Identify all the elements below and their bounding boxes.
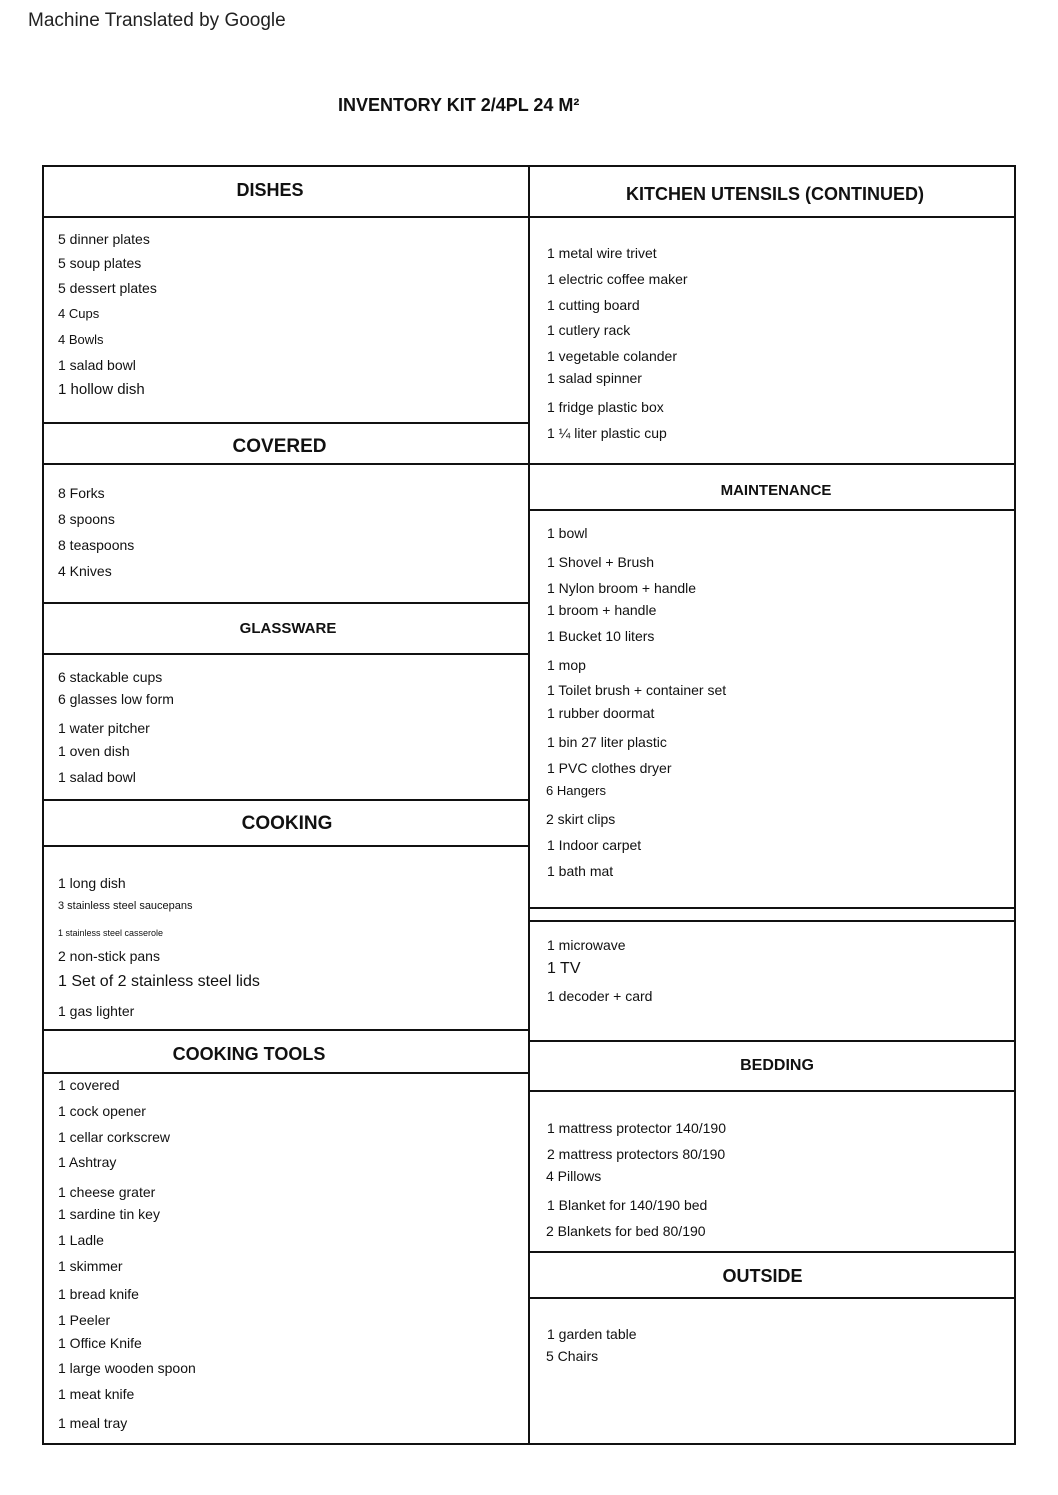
list-item: 1 meal tray [58, 1415, 128, 1431]
list-item: 1 garden table [547, 1326, 637, 1342]
list-item: 1 stainless steel casserole [58, 928, 164, 938]
list-item: 1 ¼ liter plastic cup [547, 425, 667, 441]
list-item: 1 decoder + card [547, 988, 653, 1004]
outside-heading: OUTSIDE [722, 1266, 803, 1286]
divider [42, 422, 529, 424]
list-item: 4 Cups [58, 306, 100, 321]
divider [42, 463, 529, 465]
divider [42, 845, 529, 847]
list-item: 1 rubber doormat [547, 705, 655, 721]
list-item: 1 sardine tin key [58, 1206, 160, 1222]
translation-watermark: Machine Translated by Google [28, 10, 286, 31]
list-item: 1 cheese grater [58, 1184, 156, 1200]
divider [529, 1090, 1016, 1092]
list-item: 6 glasses low form [58, 691, 174, 707]
list-item: 1 salad spinner [547, 370, 642, 386]
list-item: 2 Blankets for bed 80/190 [546, 1223, 706, 1239]
list-item: 5 soup plates [58, 255, 142, 271]
divider [42, 653, 529, 655]
list-item: 1 Shovel + Brush [547, 554, 655, 570]
list-item: 1 water pitcher [58, 720, 150, 736]
list-item: 5 Chairs [546, 1348, 599, 1364]
list-item: 8 Forks [58, 485, 105, 501]
list-item: 1 fridge plastic box [547, 399, 664, 415]
document-title: INVENTORY KIT 2/4PL 24 M² [338, 95, 580, 115]
divider [529, 907, 1016, 909]
list-item: 1 vegetable colander [547, 348, 677, 364]
list-item: 1 covered [58, 1077, 120, 1093]
list-item: 1 bowl [547, 525, 588, 541]
covered-heading: COVERED [232, 436, 327, 457]
divider [42, 216, 529, 218]
list-item: 1 Indoor carpet [547, 837, 642, 853]
list-item: 1 electric coffee maker [547, 271, 688, 287]
list-item: 2 skirt clips [546, 811, 616, 827]
list-item: 1 Ashtray [58, 1154, 117, 1170]
list-item: 1 long dish [58, 875, 126, 891]
list-item: 1 skimmer [58, 1258, 123, 1274]
list-item: 1 bath mat [547, 863, 614, 879]
column-divider [528, 165, 530, 1445]
list-item: 3 stainless steel saucepans [58, 900, 193, 912]
list-item: 1 bin 27 liter plastic [547, 734, 667, 750]
divider [529, 463, 1016, 465]
divider [529, 216, 1016, 218]
divider [42, 799, 529, 801]
divider [529, 509, 1016, 511]
divider [42, 1029, 529, 1031]
divider [529, 1251, 1016, 1253]
bedding-heading: BEDDING [740, 1057, 814, 1074]
list-item: 1 mop [547, 657, 586, 673]
list-item: 1 hollow dish [58, 381, 145, 398]
list-item: 1 mattress protector 140/190 [547, 1120, 726, 1136]
list-item: 1 Blanket for 140/190 bed [547, 1197, 708, 1213]
list-item: 1 Set of 2 stainless steel lids [58, 973, 260, 990]
list-item: 1 bread knife [58, 1286, 139, 1302]
list-item: 1 gas lighter [58, 1003, 135, 1019]
list-item: 6 Hangers [546, 783, 606, 798]
list-item: 1 salad bowl [58, 769, 136, 785]
list-item: 1 Bucket 10 liters [547, 628, 655, 644]
list-item: 4 Bowls [58, 332, 104, 347]
list-item: 1 Toilet brush + container set [547, 682, 727, 698]
list-item: 8 teaspoons [58, 537, 135, 553]
list-item: 4 Pillows [546, 1168, 602, 1184]
divider [529, 1297, 1016, 1299]
list-item: 1 PVC clothes dryer [547, 760, 672, 776]
list-item: 2 non-stick pans [58, 948, 160, 964]
list-item: 5 dinner plates [58, 231, 150, 247]
dishes-heading: DISHES [236, 180, 304, 200]
kitchen-utensils-heading: KITCHEN UTENSILS (CONTINUED) [626, 184, 924, 204]
list-item: 1 salad bowl [58, 357, 136, 373]
divider [529, 1040, 1016, 1042]
glassware-heading: GLASSWARE [239, 620, 337, 637]
divider [42, 1072, 529, 1074]
list-item: 1 cutting board [547, 297, 640, 313]
list-item: 1 TV [547, 960, 581, 977]
list-item: 1 broom + handle [547, 602, 657, 618]
list-item: 6 stackable cups [58, 669, 163, 685]
list-item: 1 Nylon broom + handle [547, 580, 697, 596]
list-item: 1 metal wire trivet [547, 245, 657, 261]
list-item: 4 Knives [58, 563, 112, 579]
divider [42, 602, 529, 604]
list-item: 1 cutlery rack [547, 322, 631, 338]
list-item: 1 large wooden spoon [58, 1360, 196, 1376]
list-item: 1 Peeler [58, 1312, 111, 1328]
list-item: 8 spoons [58, 511, 115, 527]
list-item: 1 Ladle [58, 1232, 104, 1248]
maintenance-heading: MAINTENANCE [720, 482, 832, 499]
cooking-heading: COOKING [241, 813, 333, 834]
list-item: 1 microwave [547, 937, 626, 953]
list-item: 1 oven dish [58, 743, 130, 759]
divider [529, 920, 1016, 922]
list-item: 1 meat knife [58, 1386, 135, 1402]
list-item: 1 cock opener [58, 1103, 146, 1119]
list-item: 1 Office Knife [58, 1335, 142, 1351]
list-item: 1 cellar corkscrew [58, 1129, 171, 1145]
list-item: 2 mattress protectors 80/190 [547, 1146, 726, 1162]
list-item: 5 dessert plates [58, 280, 157, 296]
cooking-tools-heading: COOKING TOOLS [172, 1044, 326, 1064]
